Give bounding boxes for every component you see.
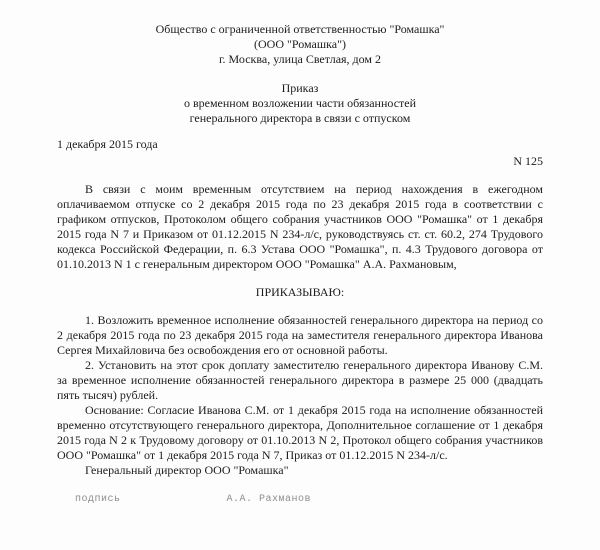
signature-placeholder-label: подпись: [75, 494, 121, 505]
document-date: 1 декабря 2015 года: [57, 137, 158, 151]
title-subject-line2: генерального директора в связи с отпуском: [189, 111, 411, 125]
document-number: N 125: [513, 154, 543, 168]
basis-paragraph: Основание: Согласие Иванова С.М. от 1 декабря 2015 года на исполнение обязанностей временно отсутствующего генерального директора, Дополнительное соглашение от 1 декабря 2015 года N 2 к Трудовому договору от 01.10.2013 N 2, Протокол общего собрания участников ООО "Ромашка" от 1 декабря 2015 года N 7, Приказ от 01.12.2015 N 234-л/с.: [57, 403, 543, 462]
order-item-2: 2. Установить на этот срок доплату заместителю генерального директора Иванову С.М. за временное исполнение обязанностей генерального директора в размере 25 000 (двадцать пять тысяч) рублей.: [57, 358, 543, 402]
signer-position: Генеральный директор ООО "Ромашка": [85, 463, 289, 477]
company-short-name: (ООО "Ромашка"): [254, 37, 346, 51]
preamble-paragraph: В связи с моим временным отсутствием на период нахождения в ежегодном оплачиваемом отпуске со 2 декабря 2015 года по 23 декабря 2015 года в соответствии с графиком отпусков, Протоколом общего собрания участников ООО "Ромашка" от 1 декабря 2015 года N 7 и Приказом от 01.12.2015 N 234-л/с, руководствуясь ст. ст. 60.2, 274 Трудового кодекса Российской Федерации, п. 6.3 Устава ООО "Ромашка", п. 4.3 Трудового договора от 01.10.2013 N 1 с генеральным директором ООО "Ромашка" А.А. Рахмановым,: [57, 182, 543, 271]
order-word: ПРИКАЗЫВАЮ:: [255, 285, 345, 299]
company-name: Общество с ограниченной ответственностью "Ромашка": [155, 22, 445, 36]
title-word: Приказ: [281, 81, 319, 95]
order-item-1: 1. Возложить временное исполнение обязанностей генерального директора на период со 2 декабря 2015 года по 23 декабря 2015 года на заместителя генерального директора Иванова Сергея Михайловича без освобождения его от основной работы.: [57, 313, 543, 357]
title-subject-line1: о временном возложении части обязанностей: [183, 96, 417, 110]
document-title: [57, 81, 543, 126]
company-header: [57, 22, 543, 67]
signer-name: А.А. Рахманов: [226, 494, 312, 505]
signature-row: [57, 492, 543, 507]
company-address: г. Москва, улица Светлая, дом 2: [218, 52, 382, 66]
